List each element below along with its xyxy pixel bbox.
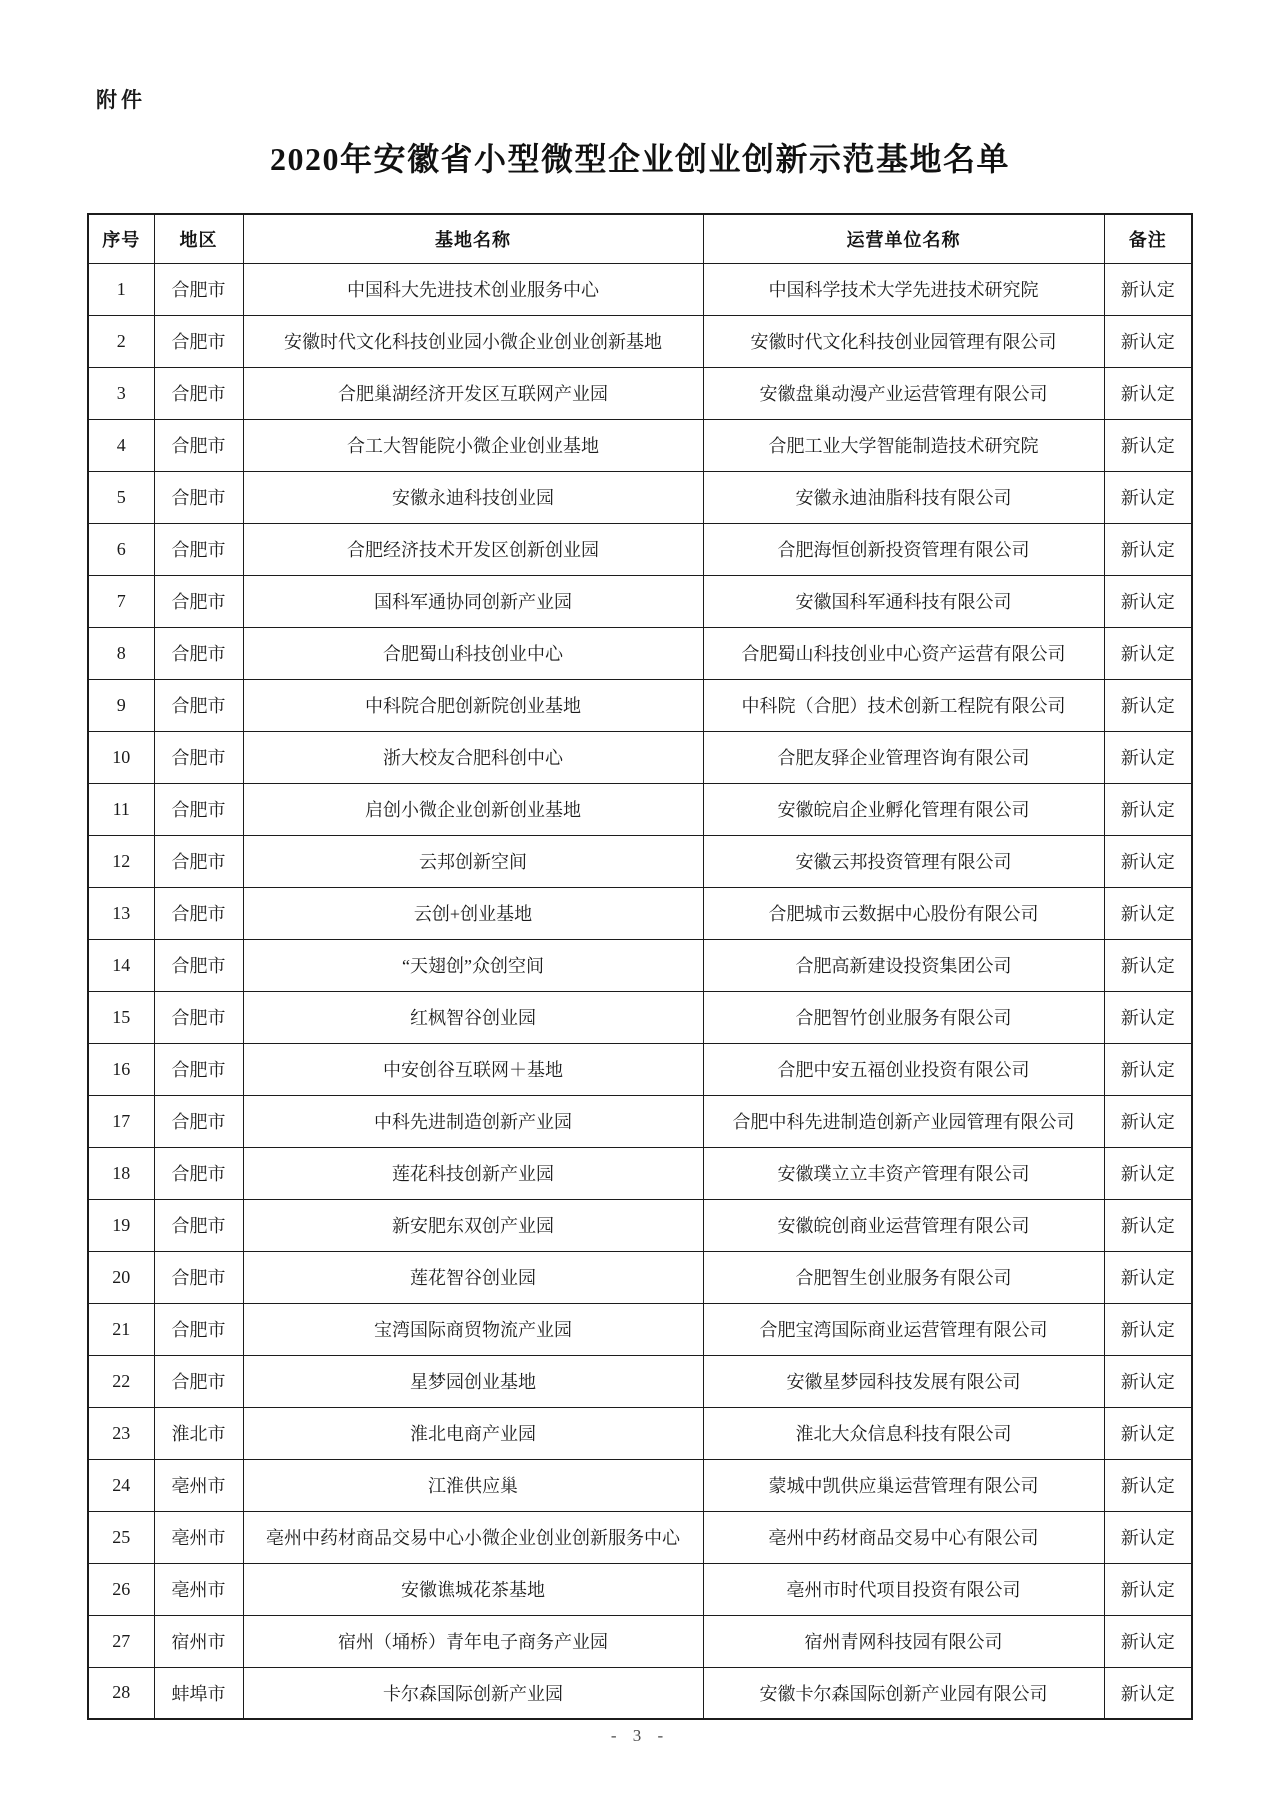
cell-operator-name: 淮北大众信息科技有限公司 <box>703 1407 1104 1459</box>
table-row <box>88 1147 1192 1199</box>
cell-seq: 5 <box>88 471 154 523</box>
table-row <box>88 471 1192 523</box>
cell-remark: 新认定 <box>1104 731 1192 783</box>
cell-region: 合肥市 <box>154 367 243 419</box>
cell-region: 合肥市 <box>154 783 243 835</box>
cell-base-name: 合肥蜀山科技创业中心 <box>243 627 703 679</box>
cell-region: 合肥市 <box>154 1355 243 1407</box>
cell-region: 合肥市 <box>154 263 243 315</box>
cell-region: 亳州市 <box>154 1511 243 1563</box>
cell-region: 合肥市 <box>154 1147 243 1199</box>
table-row <box>88 419 1192 471</box>
cell-remark: 新认定 <box>1104 1459 1192 1511</box>
column-header-operator: 运营单位名称 <box>703 214 1104 263</box>
cell-remark: 新认定 <box>1104 419 1192 471</box>
column-header-remark: 备注 <box>1104 214 1192 263</box>
cell-seq: 14 <box>88 939 154 991</box>
table-row <box>88 1043 1192 1095</box>
cell-remark: 新认定 <box>1104 1199 1192 1251</box>
cell-base-name: 浙大校友合肥科创中心 <box>243 731 703 783</box>
cell-region: 合肥市 <box>154 835 243 887</box>
cell-operator-name: 安徽云邦投资管理有限公司 <box>703 835 1104 887</box>
cell-operator-name: 亳州市时代项目投资有限公司 <box>703 1563 1104 1615</box>
cell-region: 蚌埠市 <box>154 1667 243 1719</box>
cell-seq: 18 <box>88 1147 154 1199</box>
cell-operator-name: 中科院（合肥）技术创新工程院有限公司 <box>703 679 1104 731</box>
table-row <box>88 1251 1192 1303</box>
cell-remark: 新认定 <box>1104 1563 1192 1615</box>
cell-base-name: 安徽谯城花茶基地 <box>243 1563 703 1615</box>
cell-seq: 19 <box>88 1199 154 1251</box>
cell-region: 合肥市 <box>154 939 243 991</box>
cell-operator-name: 安徽皖启企业孵化管理有限公司 <box>703 783 1104 835</box>
cell-seq: 2 <box>88 315 154 367</box>
cell-remark: 新认定 <box>1104 1355 1192 1407</box>
cell-remark: 新认定 <box>1104 1303 1192 1355</box>
table-row <box>88 1407 1192 1459</box>
cell-operator-name: 合肥海恒创新投资管理有限公司 <box>703 523 1104 575</box>
cell-remark: 新认定 <box>1104 1147 1192 1199</box>
cell-region: 合肥市 <box>154 419 243 471</box>
cell-operator-name: 安徽卡尔森国际创新产业园有限公司 <box>703 1667 1104 1719</box>
cell-base-name: 莲花智谷创业园 <box>243 1251 703 1303</box>
table-row <box>88 627 1192 679</box>
cell-remark: 新认定 <box>1104 835 1192 887</box>
cell-seq: 4 <box>88 419 154 471</box>
cell-base-name: 合工大智能院小微企业创业基地 <box>243 419 703 471</box>
cell-seq: 17 <box>88 1095 154 1147</box>
cell-seq: 28 <box>88 1667 154 1719</box>
cell-operator-name: 安徽国科军通科技有限公司 <box>703 575 1104 627</box>
table-row <box>88 1459 1192 1511</box>
cell-base-name: 合肥经济技术开发区创新创业园 <box>243 523 703 575</box>
table-row <box>88 367 1192 419</box>
table-row <box>88 1095 1192 1147</box>
cell-seq: 11 <box>88 783 154 835</box>
column-header-base: 基地名称 <box>243 214 703 263</box>
table-row <box>88 1199 1192 1251</box>
cell-operator-name: 合肥中安五福创业投资有限公司 <box>703 1043 1104 1095</box>
cell-operator-name: 亳州中药材商品交易中心有限公司 <box>703 1511 1104 1563</box>
cell-base-name: 国科军通协同创新产业园 <box>243 575 703 627</box>
cell-remark: 新认定 <box>1104 367 1192 419</box>
base-list-table <box>87 213 1193 1720</box>
cell-operator-name: 宿州青网科技园有限公司 <box>703 1615 1104 1667</box>
cell-seq: 16 <box>88 1043 154 1095</box>
cell-seq: 9 <box>88 679 154 731</box>
cell-operator-name: 合肥蜀山科技创业中心资产运营有限公司 <box>703 627 1104 679</box>
table-row <box>88 1303 1192 1355</box>
cell-region: 合肥市 <box>154 471 243 523</box>
cell-base-name: 星梦园创业基地 <box>243 1355 703 1407</box>
cell-seq: 20 <box>88 1251 154 1303</box>
cell-seq: 21 <box>88 1303 154 1355</box>
cell-seq: 25 <box>88 1511 154 1563</box>
cell-seq: 3 <box>88 367 154 419</box>
cell-base-name: 中科先进制造创新产业园 <box>243 1095 703 1147</box>
table-row <box>88 1511 1192 1563</box>
cell-remark: 新认定 <box>1104 575 1192 627</box>
cell-operator-name: 安徽璞立立丰资产管理有限公司 <box>703 1147 1104 1199</box>
cell-remark: 新认定 <box>1104 1095 1192 1147</box>
cell-remark: 新认定 <box>1104 939 1192 991</box>
table-row <box>88 523 1192 575</box>
cell-region: 合肥市 <box>154 887 243 939</box>
cell-remark: 新认定 <box>1104 1251 1192 1303</box>
attachment-label: 附件 <box>96 89 146 112</box>
cell-region: 合肥市 <box>154 315 243 367</box>
table-row <box>88 939 1192 991</box>
cell-operator-name: 合肥友驿企业管理咨询有限公司 <box>703 731 1104 783</box>
table-row <box>88 1615 1192 1667</box>
cell-base-name: 中科院合肥创新院创业基地 <box>243 679 703 731</box>
cell-seq: 1 <box>88 263 154 315</box>
cell-base-name: 淮北电商产业园 <box>243 1407 703 1459</box>
cell-region: 合肥市 <box>154 627 243 679</box>
cell-seq: 26 <box>88 1563 154 1615</box>
cell-remark: 新认定 <box>1104 1407 1192 1459</box>
table-header-row <box>88 214 1192 263</box>
cell-remark: 新认定 <box>1104 627 1192 679</box>
cell-region: 合肥市 <box>154 731 243 783</box>
cell-remark: 新认定 <box>1104 1511 1192 1563</box>
cell-remark: 新认定 <box>1104 315 1192 367</box>
cell-base-name: “天翅创”众创空间 <box>243 939 703 991</box>
cell-region: 宿州市 <box>154 1615 243 1667</box>
cell-region: 合肥市 <box>154 1199 243 1251</box>
table-row <box>88 1563 1192 1615</box>
cell-operator-name: 安徽皖创商业运营管理有限公司 <box>703 1199 1104 1251</box>
cell-seq: 7 <box>88 575 154 627</box>
cell-seq: 6 <box>88 523 154 575</box>
table-row <box>88 679 1192 731</box>
cell-operator-name: 合肥智生创业服务有限公司 <box>703 1251 1104 1303</box>
cell-base-name: 中安创谷互联网＋基地 <box>243 1043 703 1095</box>
cell-operator-name: 合肥宝湾国际商业运营管理有限公司 <box>703 1303 1104 1355</box>
cell-operator-name: 合肥高新建设投资集团公司 <box>703 939 1104 991</box>
table-row <box>88 575 1192 627</box>
table-row <box>88 835 1192 887</box>
cell-operator-name: 合肥中科先进制造创新产业园管理有限公司 <box>703 1095 1104 1147</box>
cell-seq: 27 <box>88 1615 154 1667</box>
cell-region: 淮北市 <box>154 1407 243 1459</box>
cell-region: 合肥市 <box>154 523 243 575</box>
cell-base-name: 中国科大先进技术创业服务中心 <box>243 263 703 315</box>
cell-region: 合肥市 <box>154 575 243 627</box>
cell-operator-name: 合肥工业大学智能制造技术研究院 <box>703 419 1104 471</box>
cell-remark: 新认定 <box>1104 1667 1192 1719</box>
cell-region: 合肥市 <box>154 679 243 731</box>
cell-region: 合肥市 <box>154 1251 243 1303</box>
cell-seq: 22 <box>88 1355 154 1407</box>
cell-operator-name: 安徽永迪油脂科技有限公司 <box>703 471 1104 523</box>
table-row <box>88 1667 1192 1719</box>
cell-base-name: 安徽永迪科技创业园 <box>243 471 703 523</box>
cell-region: 合肥市 <box>154 1043 243 1095</box>
cell-region: 亳州市 <box>154 1459 243 1511</box>
cell-remark: 新认定 <box>1104 783 1192 835</box>
cell-base-name: 启创小微企业创新创业基地 <box>243 783 703 835</box>
table-row <box>88 991 1192 1043</box>
cell-operator-name: 安徽星梦园科技发展有限公司 <box>703 1355 1104 1407</box>
page-title: 2020年安徽省小型微型企业创业创新示范基地名单 <box>269 141 1010 177</box>
cell-region: 合肥市 <box>154 1095 243 1147</box>
cell-remark: 新认定 <box>1104 523 1192 575</box>
table-row <box>88 783 1192 835</box>
cell-region: 合肥市 <box>154 1303 243 1355</box>
cell-base-name: 红枫智谷创业园 <box>243 991 703 1043</box>
cell-base-name: 亳州中药材商品交易中心小微企业创业创新服务中心 <box>243 1511 703 1563</box>
cell-base-name: 云邦创新空间 <box>243 835 703 887</box>
cell-remark: 新认定 <box>1104 1043 1192 1095</box>
cell-base-name: 宝湾国际商贸物流产业园 <box>243 1303 703 1355</box>
cell-seq: 10 <box>88 731 154 783</box>
cell-seq: 24 <box>88 1459 154 1511</box>
cell-operator-name: 安徽时代文化科技创业园管理有限公司 <box>703 315 1104 367</box>
cell-base-name: 宿州（埇桥）青年电子商务产业园 <box>243 1615 703 1667</box>
cell-remark: 新认定 <box>1104 1615 1192 1667</box>
cell-base-name: 安徽时代文化科技创业园小微企业创业创新基地 <box>243 315 703 367</box>
cell-region: 合肥市 <box>154 991 243 1043</box>
page-number: - 3 - <box>610 1726 670 1745</box>
cell-base-name: 云创+创业基地 <box>243 887 703 939</box>
cell-region: 亳州市 <box>154 1563 243 1615</box>
cell-operator-name: 蒙城中凯供应巢运营管理有限公司 <box>703 1459 1104 1511</box>
cell-seq: 13 <box>88 887 154 939</box>
table-row <box>88 263 1192 315</box>
cell-remark: 新认定 <box>1104 887 1192 939</box>
cell-base-name: 合肥巢湖经济开发区互联网产业园 <box>243 367 703 419</box>
column-header-seq: 序号 <box>88 214 154 263</box>
cell-seq: 15 <box>88 991 154 1043</box>
cell-seq: 23 <box>88 1407 154 1459</box>
cell-seq: 8 <box>88 627 154 679</box>
column-header-region: 地区 <box>154 214 243 263</box>
cell-operator-name: 中国科学技术大学先进技术研究院 <box>703 263 1104 315</box>
cell-base-name: 江淮供应巢 <box>243 1459 703 1511</box>
table-row <box>88 887 1192 939</box>
cell-remark: 新认定 <box>1104 679 1192 731</box>
cell-base-name: 新安肥东双创产业园 <box>243 1199 703 1251</box>
table-row <box>88 731 1192 783</box>
cell-operator-name: 安徽盘巢动漫产业运营管理有限公司 <box>703 367 1104 419</box>
cell-seq: 12 <box>88 835 154 887</box>
cell-remark: 新认定 <box>1104 991 1192 1043</box>
cell-base-name: 莲花科技创新产业园 <box>243 1147 703 1199</box>
cell-operator-name: 合肥智竹创业服务有限公司 <box>703 991 1104 1043</box>
cell-remark: 新认定 <box>1104 263 1192 315</box>
table-row <box>88 1355 1192 1407</box>
cell-base-name: 卡尔森国际创新产业园 <box>243 1667 703 1719</box>
table-row <box>88 315 1192 367</box>
cell-operator-name: 合肥城市云数据中心股份有限公司 <box>703 887 1104 939</box>
cell-remark: 新认定 <box>1104 471 1192 523</box>
